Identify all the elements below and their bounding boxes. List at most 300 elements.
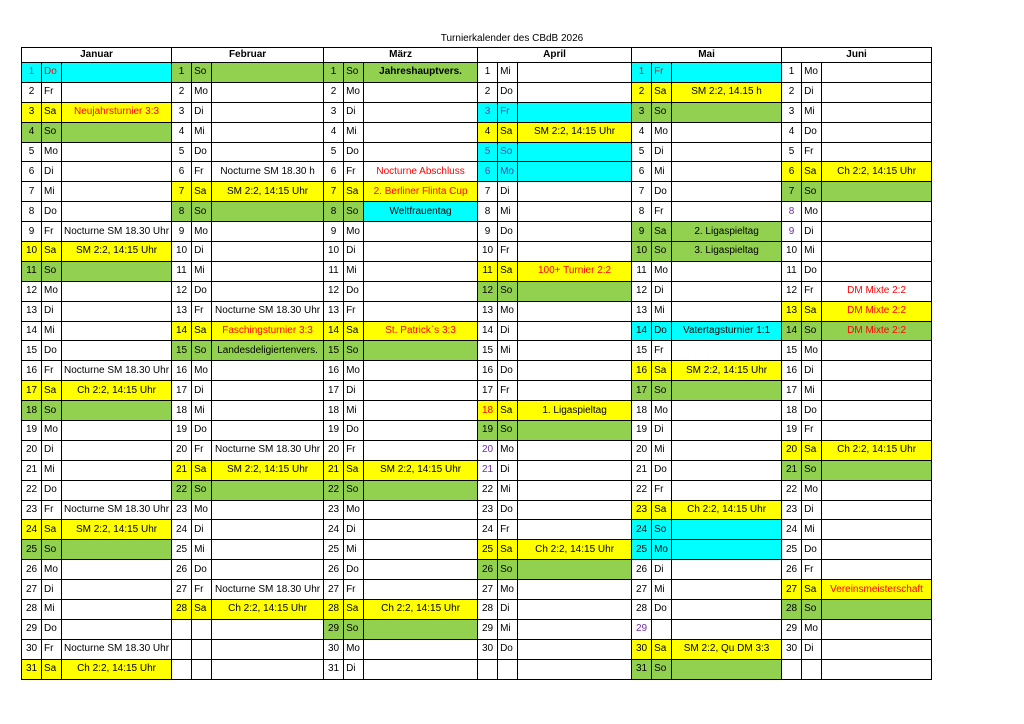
weekday: Mo	[498, 440, 518, 460]
day-number: 12	[172, 281, 192, 301]
day-number: 30	[632, 639, 652, 659]
weekday: Sa	[802, 301, 822, 321]
event-cell	[518, 381, 632, 401]
weekday: Fr	[498, 520, 518, 540]
day-number: 1	[22, 63, 42, 83]
event-cell	[364, 102, 478, 122]
weekday: Mo	[802, 63, 822, 83]
day-number: 26	[172, 560, 192, 580]
weekday: Di	[498, 460, 518, 480]
event-cell	[822, 619, 932, 639]
event-cell	[212, 361, 324, 381]
weekday: Mi	[192, 261, 212, 281]
day-number: 7	[172, 182, 192, 202]
day-number: 28	[782, 600, 802, 620]
weekday: Di	[192, 242, 212, 262]
day-number: 5	[22, 142, 42, 162]
weekday: Sa	[344, 460, 364, 480]
calendar-row	[22, 122, 932, 142]
weekday: Mo	[652, 122, 672, 142]
event-cell	[62, 281, 172, 301]
day-number: 25	[22, 540, 42, 560]
event-cell: SM 2:2, 14:15 Uhr	[672, 361, 782, 381]
weekday: Do	[192, 281, 212, 301]
day-number: 8	[172, 202, 192, 222]
event-cell: Vatertagsturnier 1:1	[672, 321, 782, 341]
event-cell	[822, 361, 932, 381]
weekday: Mi	[802, 381, 822, 401]
day-number: 22	[324, 480, 344, 500]
event-cell	[822, 122, 932, 142]
day-number: 3	[478, 102, 498, 122]
weekday: So	[344, 480, 364, 500]
event-cell	[822, 261, 932, 281]
event-cell	[518, 619, 632, 639]
weekday: Fr	[42, 500, 62, 520]
event-cell	[212, 122, 324, 142]
weekday: Mo	[192, 500, 212, 520]
day-number: 10	[478, 242, 498, 262]
day-number: 4	[632, 122, 652, 142]
event-cell	[62, 63, 172, 83]
day-number: 11	[22, 261, 42, 281]
event-cell	[212, 540, 324, 560]
weekday: So	[344, 341, 364, 361]
event-cell	[822, 102, 932, 122]
day-number: 12	[478, 281, 498, 301]
day-number: 16	[632, 361, 652, 381]
event-cell	[62, 440, 172, 460]
event-cell: SM 2:2, 14:15 Uhr	[212, 460, 324, 480]
day-number: 2	[172, 82, 192, 102]
weekday: Do	[42, 202, 62, 222]
weekday: So	[652, 242, 672, 262]
weekday: Do	[42, 480, 62, 500]
day-number: 21	[632, 460, 652, 480]
event-cell	[62, 261, 172, 281]
weekday: Di	[344, 381, 364, 401]
weekday: Mo	[192, 361, 212, 381]
day-number: 9	[782, 222, 802, 242]
weekday: Mo	[802, 202, 822, 222]
weekday: Mi	[498, 202, 518, 222]
day-number: 4	[478, 122, 498, 142]
weekday: Fr	[498, 381, 518, 401]
day-number: 16	[172, 361, 192, 381]
weekday	[498, 659, 518, 679]
calendar-row	[22, 540, 932, 560]
event-cell	[364, 500, 478, 520]
event-cell	[518, 460, 632, 480]
event-cell	[212, 202, 324, 222]
day-number: 26	[632, 560, 652, 580]
weekday: Di	[652, 142, 672, 162]
weekday: Mo	[42, 142, 62, 162]
day-number: 26	[478, 560, 498, 580]
event-cell	[212, 520, 324, 540]
weekday: Mo	[802, 341, 822, 361]
event-cell	[62, 560, 172, 580]
day-number: 30	[782, 639, 802, 659]
day-number: 2	[632, 82, 652, 102]
day-number: 10	[324, 242, 344, 262]
weekday: Mi	[652, 440, 672, 460]
day-number: 26	[22, 560, 42, 580]
day-number: 12	[22, 281, 42, 301]
event-cell: SM 2:2, 14:15 Uhr	[62, 520, 172, 540]
weekday: Mo	[802, 619, 822, 639]
weekday: So	[344, 63, 364, 83]
day-number: 26	[324, 560, 344, 580]
weekday: Do	[652, 321, 672, 341]
event-cell	[822, 560, 932, 580]
event-cell	[62, 162, 172, 182]
weekday: Sa	[42, 242, 62, 262]
weekday: Di	[652, 281, 672, 301]
page-title: Turnierkalender des CBdB 2026	[440, 33, 584, 44]
day-number: 14	[324, 321, 344, 341]
weekday: Sa	[192, 600, 212, 620]
event-cell	[518, 301, 632, 321]
weekday: Fr	[802, 281, 822, 301]
day-number: 1	[324, 63, 344, 83]
event-cell	[62, 122, 172, 142]
weekday: Sa	[42, 659, 62, 679]
day-number: 10	[632, 242, 652, 262]
event-cell	[822, 202, 932, 222]
weekday: Do	[344, 421, 364, 441]
weekday: Mi	[498, 480, 518, 500]
event-cell	[822, 639, 932, 659]
calendar-row	[22, 520, 932, 540]
event-cell	[518, 182, 632, 202]
month-header: April	[478, 48, 632, 63]
weekday: So	[42, 261, 62, 281]
event-cell	[212, 401, 324, 421]
event-cell	[672, 401, 782, 421]
day-number: 30	[324, 639, 344, 659]
event-cell	[518, 520, 632, 540]
weekday: Sa	[498, 540, 518, 560]
weekday: Sa	[344, 182, 364, 202]
day-number: 19	[324, 421, 344, 441]
event-cell	[364, 520, 478, 540]
event-cell	[364, 619, 478, 639]
event-cell	[822, 142, 932, 162]
event-cell	[672, 560, 782, 580]
event-cell	[364, 261, 478, 281]
weekday: Di	[498, 600, 518, 620]
day-number: 5	[324, 142, 344, 162]
day-number: 18	[782, 401, 802, 421]
weekday: Fr	[802, 421, 822, 441]
event-cell	[364, 301, 478, 321]
day-number: 29	[632, 619, 652, 639]
weekday: Sa	[802, 162, 822, 182]
weekday: Sa	[802, 440, 822, 460]
event-cell	[364, 361, 478, 381]
month-header: März	[324, 48, 478, 63]
day-number: 1	[172, 63, 192, 83]
weekday: Di	[344, 102, 364, 122]
weekday: Do	[802, 540, 822, 560]
calendar-row	[22, 341, 932, 361]
event-cell	[672, 540, 782, 560]
day-number: 6	[324, 162, 344, 182]
weekday: Fr	[344, 580, 364, 600]
event-cell	[364, 659, 478, 679]
day-number: 5	[782, 142, 802, 162]
day-number: 27	[324, 580, 344, 600]
weekday: Mo	[498, 301, 518, 321]
event-cell	[212, 381, 324, 401]
day-number: 20	[172, 440, 192, 460]
weekday: Fr	[192, 162, 212, 182]
weekday: Mi	[42, 321, 62, 341]
weekday: Di	[192, 102, 212, 122]
weekday: Do	[498, 82, 518, 102]
day-number: 14	[478, 321, 498, 341]
weekday: Sa	[652, 361, 672, 381]
day-number: 25	[632, 540, 652, 560]
day-number: 23	[172, 500, 192, 520]
event-cell	[822, 500, 932, 520]
weekday: Mo	[344, 639, 364, 659]
event-cell: Nocturne SM 18.30 Uhr	[62, 222, 172, 242]
day-number: 5	[478, 142, 498, 162]
weekday: Fr	[42, 639, 62, 659]
weekday: Fr	[652, 63, 672, 83]
event-cell	[518, 321, 632, 341]
weekday: So	[192, 480, 212, 500]
day-number: 13	[324, 301, 344, 321]
event-cell	[62, 600, 172, 620]
weekday: So	[802, 321, 822, 341]
event-cell	[364, 222, 478, 242]
event-cell	[672, 301, 782, 321]
weekday: Fr	[652, 480, 672, 500]
day-number: 1	[478, 63, 498, 83]
event-cell	[212, 500, 324, 520]
weekday: Mo	[42, 560, 62, 580]
calendar-row	[22, 639, 932, 659]
calendar-table	[21, 47, 932, 680]
event-cell: 2. Ligaspieltag	[672, 222, 782, 242]
event-cell	[822, 600, 932, 620]
day-number: 17	[782, 381, 802, 401]
day-number: 31	[22, 659, 42, 679]
event-cell	[62, 401, 172, 421]
weekday	[802, 659, 822, 679]
weekday: Di	[42, 580, 62, 600]
event-cell	[822, 182, 932, 202]
calendar-row	[22, 142, 932, 162]
event-cell	[672, 63, 782, 83]
event-cell: 100+ Turnier 2:2	[518, 261, 632, 281]
day-number: 8	[632, 202, 652, 222]
weekday: Sa	[498, 401, 518, 421]
day-number: 18	[632, 401, 652, 421]
day-number: 17	[172, 381, 192, 401]
weekday: Do	[192, 421, 212, 441]
weekday: Di	[802, 361, 822, 381]
event-cell	[672, 202, 782, 222]
weekday: So	[42, 401, 62, 421]
weekday: Do	[498, 639, 518, 659]
day-number: 9	[324, 222, 344, 242]
weekday: So	[192, 341, 212, 361]
day-number: 17	[478, 381, 498, 401]
weekday: Do	[344, 560, 364, 580]
weekday: Fr	[344, 162, 364, 182]
month-header-row	[22, 48, 932, 63]
weekday: Mo	[344, 361, 364, 381]
event-cell	[518, 281, 632, 301]
weekday: So	[498, 281, 518, 301]
event-cell	[672, 520, 782, 540]
event-cell: Jahreshauptvers.	[364, 63, 478, 83]
day-number: 18	[324, 401, 344, 421]
event-cell	[212, 619, 324, 639]
calendar-row	[22, 202, 932, 222]
event-cell	[364, 401, 478, 421]
event-cell	[62, 301, 172, 321]
weekday: So	[344, 619, 364, 639]
calendar-row	[22, 619, 932, 639]
day-number	[172, 619, 192, 639]
event-cell	[212, 281, 324, 301]
weekday: Sa	[192, 321, 212, 341]
day-number: 15	[22, 341, 42, 361]
day-number: 20	[324, 440, 344, 460]
event-cell	[822, 381, 932, 401]
weekday: Di	[652, 421, 672, 441]
event-cell	[672, 381, 782, 401]
day-number: 25	[782, 540, 802, 560]
day-number: 8	[324, 202, 344, 222]
day-number: 30	[22, 639, 42, 659]
day-number: 8	[22, 202, 42, 222]
event-cell: SM 2:2, 14:15 Uhr	[212, 182, 324, 202]
event-cell	[212, 421, 324, 441]
weekday: Do	[652, 600, 672, 620]
event-cell: Landesdeligiertenvers.	[212, 341, 324, 361]
day-number: 12	[782, 281, 802, 301]
day-number: 16	[782, 361, 802, 381]
weekday: Mo	[42, 421, 62, 441]
event-cell: Weltfrauentag	[364, 202, 478, 222]
day-number: 25	[478, 540, 498, 560]
weekday: So	[498, 421, 518, 441]
day-number: 3	[22, 102, 42, 122]
calendar-row	[22, 500, 932, 520]
calendar-row	[22, 162, 932, 182]
weekday: Mi	[344, 261, 364, 281]
event-cell	[364, 142, 478, 162]
day-number: 23	[478, 500, 498, 520]
day-number	[782, 659, 802, 679]
weekday: Sa	[192, 460, 212, 480]
event-cell	[822, 242, 932, 262]
weekday: Fr	[192, 301, 212, 321]
calendar-row	[22, 401, 932, 421]
event-cell	[672, 102, 782, 122]
event-cell	[62, 202, 172, 222]
weekday: Mo	[498, 162, 518, 182]
event-cell	[822, 480, 932, 500]
weekday: Fr	[344, 440, 364, 460]
event-cell	[672, 182, 782, 202]
day-number: 7	[324, 182, 344, 202]
event-cell	[822, 341, 932, 361]
day-number: 6	[22, 162, 42, 182]
day-number: 16	[478, 361, 498, 381]
calendar-row	[22, 440, 932, 460]
weekday: So	[42, 122, 62, 142]
weekday: Fr	[42, 222, 62, 242]
weekday: Do	[498, 222, 518, 242]
day-number: 4	[782, 122, 802, 142]
day-number: 3	[632, 102, 652, 122]
weekday: Sa	[498, 261, 518, 281]
weekday	[192, 639, 212, 659]
weekday: Fr	[652, 341, 672, 361]
weekday: Di	[498, 321, 518, 341]
weekday: Di	[42, 301, 62, 321]
day-number: 22	[632, 480, 652, 500]
day-number: 29	[324, 619, 344, 639]
event-cell	[518, 162, 632, 182]
weekday: So	[498, 560, 518, 580]
weekday: Mo	[344, 82, 364, 102]
weekday: Di	[192, 520, 212, 540]
event-cell: Faschingsturnier 3:3	[212, 321, 324, 341]
event-cell: Ch 2:2, 14:15 Uhr	[62, 659, 172, 679]
day-number	[172, 639, 192, 659]
weekday: Do	[42, 63, 62, 83]
weekday: Sa	[192, 182, 212, 202]
day-number: 16	[22, 361, 42, 381]
weekday: Sa	[652, 500, 672, 520]
event-cell	[518, 600, 632, 620]
event-cell	[672, 281, 782, 301]
weekday: Di	[42, 162, 62, 182]
month-header: Juni	[782, 48, 932, 63]
day-number: 29	[782, 619, 802, 639]
event-cell	[672, 659, 782, 679]
weekday: Mi	[652, 162, 672, 182]
weekday: Mi	[192, 122, 212, 142]
weekday: Di	[344, 242, 364, 262]
day-number: 7	[632, 182, 652, 202]
day-number: 20	[478, 440, 498, 460]
weekday: So	[802, 182, 822, 202]
day-number: 16	[324, 361, 344, 381]
month-header: Januar	[22, 48, 172, 63]
weekday: Di	[344, 659, 364, 679]
calendar-row	[22, 321, 932, 341]
calendar-row	[22, 281, 932, 301]
day-number: 4	[22, 122, 42, 142]
day-number: 26	[782, 560, 802, 580]
weekday: Mo	[652, 401, 672, 421]
weekday: Mi	[42, 600, 62, 620]
weekday: So	[498, 142, 518, 162]
day-number: 14	[172, 321, 192, 341]
weekday	[192, 659, 212, 679]
day-number: 20	[782, 440, 802, 460]
event-cell	[672, 440, 782, 460]
